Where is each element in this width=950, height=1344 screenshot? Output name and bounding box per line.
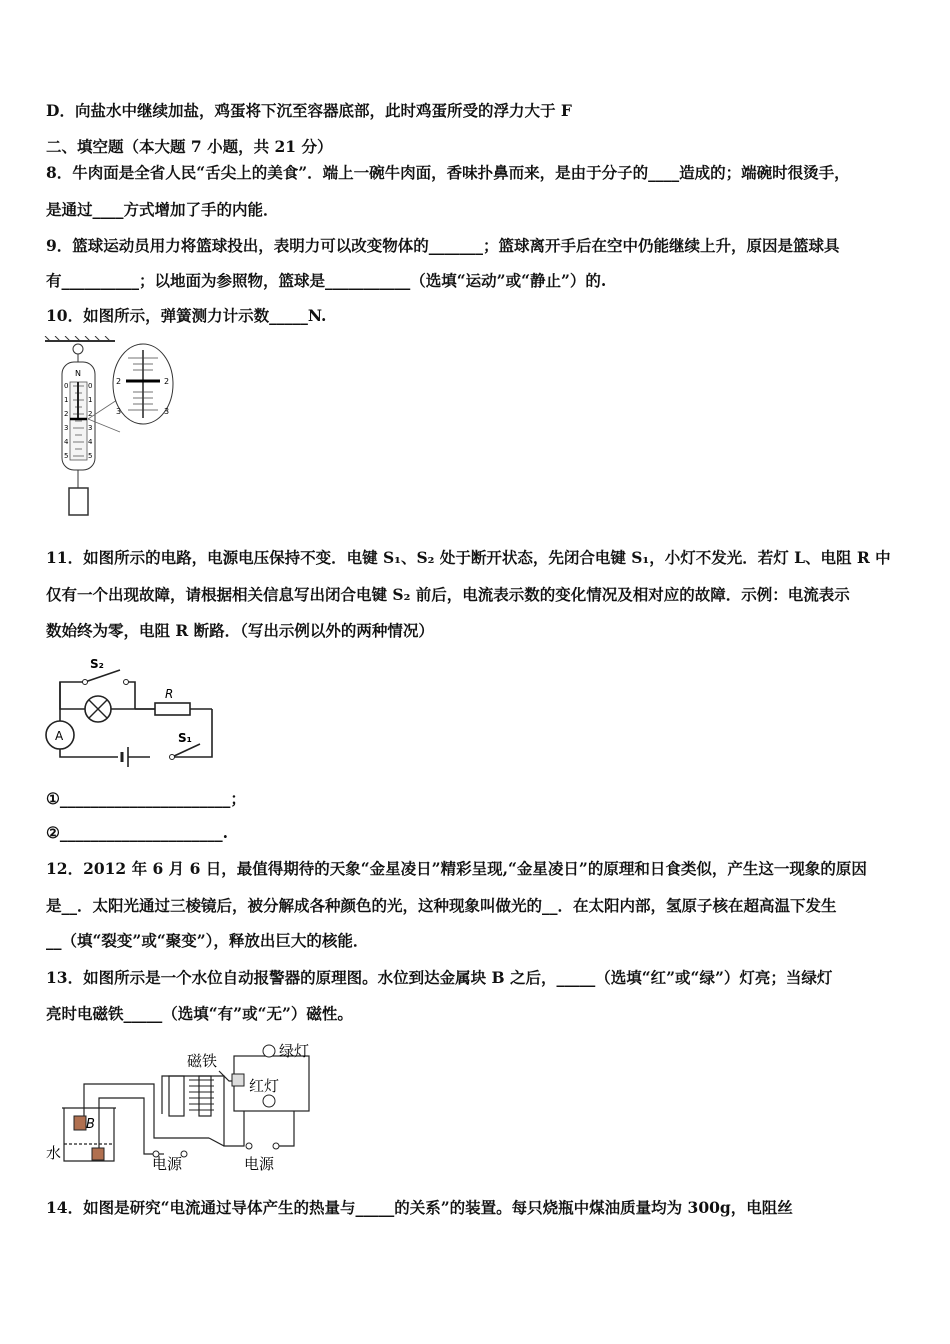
circuit-figure-q11 [40,652,220,772]
q14-text: 14．如图是研究“电流通过导体产生的热量与_____的关系”的装置。每只烧瓶中煤油质量均为 300g，电阻丝 [46,1198,793,1217]
right-tick-1: 1 [88,396,93,404]
water-alarm-figure [44,1036,334,1171]
q11-line-2: 仅有一个出现故障，请根据相关信息写出闭合电键 S₂ 前后，电流表示数的变化情况及相对应的故障．示例：电流表示 [46,585,850,604]
left-tick-3: 3 [64,424,69,432]
switch-s1-label: S₁ [178,731,192,745]
zoom-right-bottom-label: 3 [164,407,170,416]
left-tick-2: 2 [64,410,69,418]
right-tick-5: 5 [88,452,93,460]
electromagnet-label: 磁铁 [187,1052,218,1070]
green-lamp-label: 绿灯 [279,1042,310,1060]
q10-text: 10．如图所示，弹簧测力计示数_____N. [46,306,327,325]
q9-line-2: 有__________；以地面为参照物，篮球是___________（选填“运动”或“静止”）的. [46,271,607,290]
resistor-r-label: R [165,687,174,701]
left-tick-4: 4 [64,438,69,446]
q11-line-1: 11．如图所示的电路，电源电压保持不变．电键 S₁、S₂ 处于断开状态，先闭合电键 S₁，小灯不发光．若灯 L、电阻 R 中 [46,548,891,567]
option-d-text: D．向盐水中继续加盐，鸡蛋将下沉至容器底部，此时鸡蛋所受的浮力大于 F [46,101,572,120]
q8-line-1: 8．牛肉面是全省人民“舌尖上的美食”．端上一碗牛肉面，香味扑鼻而来，是由于分子的____造成的；端碗时很烫手， [46,163,850,182]
power-source-2-label: 电源 [244,1155,275,1171]
right-tick-2: 2 [88,410,93,418]
answer-2: ②_____________________. [46,823,229,842]
spring-balance-figure [40,336,190,521]
q11-line-3: 数始终为零，电阻 R 断路．（写出示例以外的两种情况） [46,621,434,640]
zoom-right-top-label: 2 [164,377,170,386]
q13-line-1: 13．如图所示是一个水位自动报警器的原理图。水位到达金属块 B 之后，_____（选填“红”或“绿”）灯亮；当绿灯 [46,968,833,987]
zoom-left-bottom-label: 3 [116,407,122,416]
ammeter-label: A [55,729,64,743]
left-tick-0: 0 [64,382,69,390]
section-2-heading: 二、填空题（本大题 7 小题，共 21 分） [46,137,333,156]
q12-line-1: 12．2012 年 6 月 6 日，最值得期待的天象“金星凌日”精彩呈现,“金星凌日”的原理和日食类似，产生这一现象的原因 [46,859,867,878]
zoom-left-top-label: 2 [116,377,122,386]
metal-block-b-label: B [86,1117,95,1132]
right-tick-3: 3 [88,424,93,432]
power-source-1-label: 电源 [152,1155,183,1171]
red-lamp-label: 红灯 [249,1077,280,1095]
left-tick-1: 1 [64,396,69,404]
water-label: 水 [46,1144,62,1162]
q12-line-3: __（填“裂变”或“聚变”），释放出巨大的核能． [46,931,369,950]
answer-1: ①______________________； [46,789,246,808]
right-tick-0: 0 [88,382,93,390]
switch-s2-label: S₂ [90,657,104,671]
q9-line-1: 9．篮球运动员用力将篮球投出，表明力可以改变物体的_______；篮球离开手后在空中仍能继续上升，原因是篮球具 [46,236,840,255]
left-tick-5: 5 [64,452,69,460]
right-tick-4: 4 [88,438,93,446]
balance-unit-label: N [75,369,81,378]
q13-line-2: 亮时电磁铁_____（选填“有”或“无”）磁性。 [46,1004,353,1023]
q8-line-2: 是通过____方式增加了手的内能． [46,200,279,219]
q12-line-2: 是__．太阳光通过三棱镜后，被分解成各种颜色的光，这种现象叫做光的__．在太阳内部，氢原子核在超高温下发生 [46,896,837,915]
